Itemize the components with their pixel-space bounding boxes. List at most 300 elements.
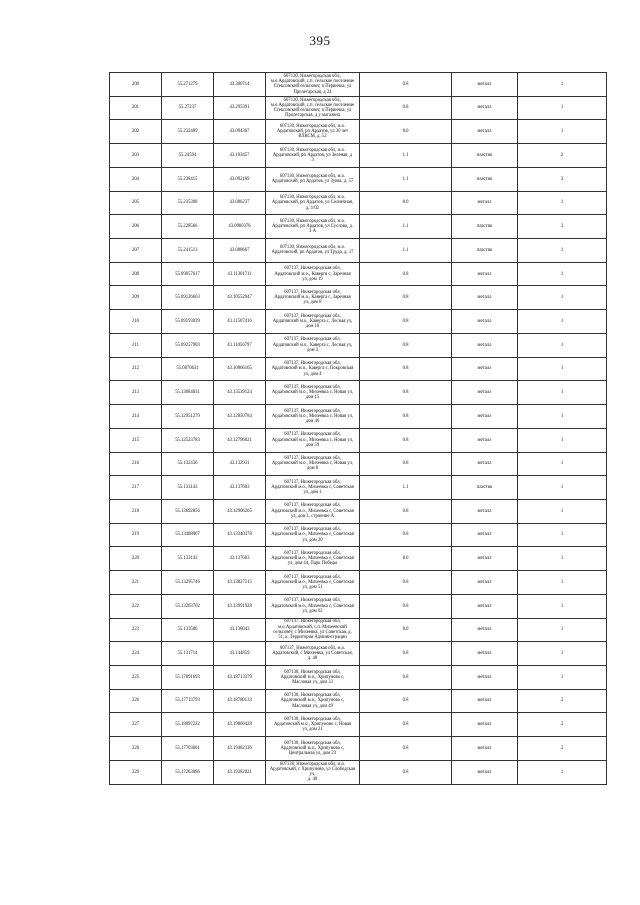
cell-latitude: 55.238415 <box>162 167 214 191</box>
cell-row-number: 203 <box>110 144 162 168</box>
cell-row-number: 225 <box>110 665 162 689</box>
cell-longitude: 43.103457 <box>214 144 266 168</box>
cell-volume: 0.8 <box>360 405 452 429</box>
cell-latitude: 55.133586 <box>162 618 214 642</box>
cell-longitude: 43.11056797 <box>214 333 266 357</box>
cell-count: 1 <box>518 310 607 334</box>
cell-latitude: 55.13263702 <box>162 594 214 618</box>
address-line: 3 <box>311 158 314 164</box>
cell-address <box>266 594 360 618</box>
table-row <box>110 713 607 737</box>
table-row <box>110 428 607 452</box>
cell-longitude: 43.0960376 <box>214 215 266 239</box>
address-line: 607137, Нижегородская обл, м.о. <box>279 645 346 651</box>
table-row <box>110 239 607 263</box>
cell-latitude: 55.17263086 <box>162 760 214 784</box>
address-line: ул, дом 44, Парк Победы <box>287 561 338 567</box>
table-row <box>110 215 607 239</box>
table-row <box>110 96 607 120</box>
address-line: 607130, Нижегородская обл., <box>283 73 342 79</box>
cell-count: 1 <box>518 357 607 381</box>
cell-latitude: 55.24594 <box>162 144 214 168</box>
address-line: 3 А <box>309 229 316 235</box>
address-line: 607137, Нижегородская обл, <box>284 361 341 367</box>
address-line: 607137, Нижегородская обл, <box>284 479 341 485</box>
address-line: ВЛКСМ, д. 52 <box>298 134 327 140</box>
cell-row-number: 213 <box>110 381 162 405</box>
address-line: ул, дом 51 <box>302 585 323 591</box>
cell-longitude: 43.086237 <box>214 191 266 215</box>
cell-count: 1 <box>518 594 607 618</box>
table-row <box>110 167 607 191</box>
cell-material: металл <box>452 286 518 310</box>
cell-material: металл <box>452 618 518 642</box>
address-line: 607138, Нижегородская обл, <box>284 740 341 746</box>
table-row <box>110 144 607 168</box>
cell-volume: 0.8 <box>360 571 452 595</box>
cell-address <box>266 618 360 642</box>
table-row <box>110 689 607 713</box>
cell-volume: 1.1 <box>360 167 452 191</box>
address-line: Масловая ул, дом 33 <box>292 679 333 685</box>
cell-address <box>266 357 360 381</box>
address-line: Ардатовский, рп Ардатов, ул Труда, д. 17 <box>271 250 354 256</box>
cell-count: 1 <box>518 381 607 405</box>
address-line: Ардатовский м.о., Михеевка с, Новая ул, <box>271 413 354 419</box>
address-line: 607138, Нижегородская обл, <box>284 669 341 675</box>
address-line: Ардатовский, рп Ардатов, ул Суслова, д. <box>271 224 354 230</box>
address-line: д. 40 <box>307 777 318 783</box>
table-row <box>110 452 607 476</box>
page-number: 395 <box>309 33 331 48</box>
cell-row-number: 214 <box>110 405 162 429</box>
cell-material: металл <box>452 262 518 286</box>
cell-volume: 0.8 <box>360 523 452 547</box>
address-line: ул, дом 1 <box>303 490 322 496</box>
cell-volume: 0.8 <box>360 286 452 310</box>
cell-count: 1 <box>518 499 607 523</box>
address-line: сельсовет, с Михеевка, ул Советская, д. <box>273 629 352 635</box>
address-line: Масловая ул, дом 49 <box>292 703 333 709</box>
address-line: ул, дом 21 <box>302 727 323 733</box>
cell-latitude: 55.13488007 <box>162 523 214 547</box>
cell-address <box>266 713 360 737</box>
address-line: Ардатовский м.о., Хрипуново с, <box>280 698 345 704</box>
cell-volume: 0.8 <box>360 665 452 689</box>
cell-material: металл <box>452 523 518 547</box>
cell-address <box>266 215 360 239</box>
cell-latitude: 55.133143 <box>162 476 214 500</box>
cell-material: пластик <box>452 215 518 239</box>
cell-count: 1 <box>518 642 607 666</box>
cell-volume: 0.8 <box>360 381 452 405</box>
address-line: Ардатовский м.о., Михеевка с, Советская <box>271 556 354 562</box>
table-row <box>110 286 607 310</box>
address-line: Центральная ул, дом 23 <box>288 751 337 757</box>
cell-address <box>266 689 360 713</box>
cell-longitude: 43.11507416 <box>214 310 266 334</box>
address-line: 607137, Нижегородская обл, <box>284 290 341 296</box>
address-line: Ардатовский м.о., Каверга с, Лесная ул, <box>272 342 353 348</box>
cell-volume: 8.0 <box>360 191 452 215</box>
cell-address <box>266 286 360 310</box>
cell-address <box>266 144 360 168</box>
address-line: Стексовский сельсовет, п Первичка, ул <box>273 84 352 90</box>
cell-address <box>266 476 360 500</box>
cell-count: 2 <box>518 689 607 713</box>
table-row <box>110 571 607 595</box>
address-line: Ардатовский м.о., Михеевка с, Новая ул, <box>271 461 354 467</box>
cell-longitude: 43.10866165 <box>214 357 266 381</box>
cell-longitude: 43.19382021 <box>214 760 266 784</box>
table-row <box>110 499 607 523</box>
cell-longitude: 43.092169 <box>214 167 266 191</box>
cell-longitude: 43.12906265 <box>214 499 266 523</box>
address-line: 607138, Нижегородская обл, <box>284 693 341 699</box>
address-line: Ардатовский м.о., Михеевка с, Советская <box>271 603 354 609</box>
cell-address <box>266 73 360 97</box>
table-row <box>110 73 607 97</box>
cell-row-number: 220 <box>110 547 162 571</box>
cell-longitude: 43.12796021 <box>214 428 266 452</box>
address-line: Ардатовский, с Михеевка, ул Советская, <box>272 651 353 656</box>
cell-address <box>266 499 360 523</box>
cell-longitude: 43.11301711 <box>214 262 266 286</box>
cell-material: металл <box>452 689 518 713</box>
cell-count: 1 <box>518 428 607 452</box>
cell-count: 1 <box>518 760 607 784</box>
cell-row-number: 223 <box>110 618 162 642</box>
cell-material: металл <box>452 713 518 737</box>
cell-row-number: 201 <box>110 96 162 120</box>
address-line: Ардатовский, рп Ардатов, ул 30 лет <box>276 129 349 135</box>
cell-longitude: 43.13991928 <box>214 594 266 618</box>
address-line: Ардатовский м.о., Каверга с, Покровская <box>271 366 354 372</box>
table-row <box>110 476 607 500</box>
cell-latitude: 55.13084031 <box>162 381 214 405</box>
cell-address <box>266 665 360 689</box>
cell-longitude: 43.10552947 <box>214 286 266 310</box>
cell-volume: 0.8 <box>360 642 452 666</box>
cell-latitude: 55.132436 <box>162 452 214 476</box>
cell-address <box>266 760 360 784</box>
cell-material: металл <box>452 381 518 405</box>
cell-row-number: 210 <box>110 310 162 334</box>
cell-latitude: 55.09126663 <box>162 286 214 310</box>
table-row <box>110 737 607 761</box>
cell-volume: 0.8 <box>360 452 452 476</box>
cell-latitude: 55.235308 <box>162 191 214 215</box>
cell-count: 2 <box>518 144 607 168</box>
address-line: 607137, Нижегородская обл, <box>284 456 341 462</box>
address-line: ул, дом 1, строение А <box>291 513 334 519</box>
cell-longitude: 43.094367 <box>214 120 266 144</box>
cell-address <box>266 191 360 215</box>
cell-material: металл <box>452 333 518 357</box>
address-line: 607137, Нижегородская обл, <box>284 598 341 604</box>
cell-volume: 0.8 <box>360 73 452 97</box>
address-line: Ардатовский, с Хрипуново, ул Слободская ул, <box>269 767 356 778</box>
address-line: 607137, Нижегородская обл, <box>284 527 341 533</box>
cell-material: пластик <box>452 239 518 263</box>
cell-count: 1 <box>518 547 607 571</box>
cell-material: пластик <box>452 167 518 191</box>
address-line: м.о.Ардатовский, с.п. Михеевский <box>278 624 347 630</box>
address-line: Ардатовский м.о., Кавергя с, Заречная <box>274 271 351 277</box>
address-line: Ардатовский м.о., Михеевка с, Новая ул, <box>271 390 354 396</box>
cell-row-number: 218 <box>110 499 162 523</box>
address-line: 607137, Нижегородская обл, <box>284 266 341 272</box>
address-line: ул, дом 19 <box>302 276 323 282</box>
cell-latitude: 55.241513 <box>162 239 214 263</box>
cell-longitude: 43.132931 <box>214 452 266 476</box>
cell-latitude: 55.271279 <box>162 73 214 97</box>
cell-volume: 1.1 <box>360 215 452 239</box>
cell-longitude: 43.137603 <box>214 476 266 500</box>
cell-volume: 8.0 <box>360 547 452 571</box>
cell-row-number: 202 <box>110 120 162 144</box>
cell-material: металл <box>452 452 518 476</box>
cell-material: металл <box>452 191 518 215</box>
address-line: дом 18 <box>305 324 320 330</box>
address-line: 607130, Нижегородская обл, м.о. <box>279 218 346 224</box>
cell-address <box>266 523 360 547</box>
cell-row-number: 224 <box>110 642 162 666</box>
cell-row-number: 209 <box>110 286 162 310</box>
cell-row-number: 200 <box>110 73 162 97</box>
cell-row-number: 207 <box>110 239 162 263</box>
cell-row-number: 217 <box>110 476 162 500</box>
address-line: 607137, Нижегородская обл, <box>284 408 341 414</box>
cell-material: металл <box>452 737 518 761</box>
address-line: 607138, Нижегородская обл, м.о. <box>279 761 346 767</box>
cell-count: 1 <box>518 333 607 357</box>
address-line: 607137, Нижегородская обл, <box>284 313 341 319</box>
cell-row-number: 221 <box>110 571 162 595</box>
cell-material: металл <box>452 428 518 452</box>
address-line: Ардатовский, рп Ардатов, ул Зуева, д. 57 <box>271 179 354 185</box>
cell-material: металл <box>452 96 518 120</box>
cell-address <box>266 571 360 595</box>
address-line: Стексовский сельсовет, п Первичка, ул <box>273 108 352 114</box>
cell-row-number: 228 <box>110 737 162 761</box>
address-line: дом 59 <box>305 442 320 448</box>
cell-material: металл <box>452 357 518 381</box>
cell-address <box>266 428 360 452</box>
table-row <box>110 547 607 571</box>
address-line: 607138, Нижегородская обл, <box>284 716 341 722</box>
table-row <box>110 310 607 334</box>
cell-row-number: 216 <box>110 452 162 476</box>
cell-longitude: 43.12850784 <box>214 405 266 429</box>
cell-material: металл <box>452 760 518 784</box>
cell-longitude: 43.138043 <box>214 618 266 642</box>
table-row <box>110 357 607 381</box>
address-line: 51, к. Территория Администрации <box>278 635 347 641</box>
address-line: Ардатовский м.о., Хрипуново с, Новая <box>273 722 352 728</box>
cell-latitude: 55.09193039 <box>162 310 214 334</box>
cell-latitude: 55.09057617 <box>162 262 214 286</box>
cell-address <box>266 381 360 405</box>
cell-address <box>266 120 360 144</box>
table-body <box>110 73 607 785</box>
address-line: 607137, Нижегородская обл, <box>284 550 341 556</box>
cell-volume: 0.8 <box>360 689 452 713</box>
address-line: Ардатовский, рп Ардатов, ул Зеленая, д <box>272 152 353 158</box>
address-line: Ардатовский м.о., Михеевка с, Советская <box>271 484 354 490</box>
cell-volume: 0.8 <box>360 310 452 334</box>
cell-latitude: 55.13692856 <box>162 499 214 523</box>
cell-volume: 0.8 <box>360 428 452 452</box>
cell-row-number: 226 <box>110 689 162 713</box>
cell-address <box>266 310 360 334</box>
cell-count: 1 <box>518 96 607 120</box>
cell-count: 1 <box>518 120 607 144</box>
cell-volume: 8.0 <box>360 120 452 144</box>
cell-volume: 0.8 <box>360 713 452 737</box>
address-line: Ардатовский м.о., Хрипуново с, <box>280 745 345 751</box>
cell-latitude: 55.133143 <box>162 547 214 571</box>
cell-longitude: 43.19482336 <box>214 737 266 761</box>
table-row <box>110 191 607 215</box>
cell-volume: 0.8 <box>360 499 452 523</box>
address-line: 607130, Нижегородская обл, м.о. <box>279 245 346 251</box>
cell-row-number: 229 <box>110 760 162 784</box>
address-line: 607137, Нижегородская обл, <box>284 619 341 625</box>
cell-count: 1 <box>518 452 607 476</box>
cell-address <box>266 642 360 666</box>
cell-material: металл <box>452 73 518 97</box>
cell-count: 1 <box>518 405 607 429</box>
cell-row-number: 215 <box>110 428 162 452</box>
cell-latitude: 55.12951279 <box>162 405 214 429</box>
cell-volume: 0.8 <box>360 737 452 761</box>
address-line: 607137, Нижегородская обл, <box>284 432 341 438</box>
address-line: 607130, Нижегородская обл, м.о. <box>279 195 346 201</box>
cell-address <box>266 239 360 263</box>
cell-count: 1 <box>518 523 607 547</box>
cell-volume: 1.1 <box>360 239 452 263</box>
address-line: 607130, Нижегородская обл., <box>283 97 342 103</box>
cell-material: металл <box>452 665 518 689</box>
table-row <box>110 642 607 666</box>
cell-row-number: 227 <box>110 713 162 737</box>
cell-count: 1 <box>518 571 607 595</box>
address-line: ул, дом 62 <box>302 608 323 614</box>
cell-address <box>266 333 360 357</box>
table-row <box>110 594 607 618</box>
cell-count: 1 <box>518 191 607 215</box>
cell-longitude: 43.13340378 <box>214 523 266 547</box>
cell-latitude: 55.17703661 <box>162 737 214 761</box>
cell-volume: 0.8 <box>360 262 452 286</box>
cell-longitude: 43.19866428 <box>214 713 266 737</box>
cell-address <box>266 262 360 286</box>
cell-material: металл <box>452 547 518 571</box>
cell-address <box>266 405 360 429</box>
table-row <box>110 523 607 547</box>
cell-address <box>266 167 360 191</box>
cell-material: металл <box>452 405 518 429</box>
cell-longitude: 43.295391 <box>214 96 266 120</box>
address-line: ул, дом 4 <box>303 371 322 377</box>
cell-address <box>266 452 360 476</box>
cell-address <box>266 96 360 120</box>
address-line: Ардатовский, рп Ардатов, ул Солнечная, <box>271 200 354 206</box>
cell-volume: 0.8 <box>360 96 452 120</box>
cell-volume: 0.8 <box>360 357 452 381</box>
cell-longitude: 43.137603 <box>214 547 266 571</box>
cell-latitude: 55.0870631 <box>162 357 214 381</box>
cell-latitude: 55.27237 <box>162 96 214 120</box>
address-line: м.о.Ардатовский, с.п. сельское поселение <box>270 79 355 85</box>
cell-latitude: 55.232489 <box>162 120 214 144</box>
cell-longitude: 43.300714 <box>214 73 266 97</box>
cell-row-number: 205 <box>110 191 162 215</box>
address-line: Ардатовский м.о., Каверга с, Лесная ул, <box>272 318 353 324</box>
cell-material: металл <box>452 499 518 523</box>
cell-latitude: 55.13295746 <box>162 571 214 595</box>
address-line: 607137, Нижегородская обл, <box>284 574 341 580</box>
cell-count: 1 <box>518 665 607 689</box>
cell-material: металл <box>452 594 518 618</box>
cell-material: пластик <box>452 476 518 500</box>
cell-volume: 1.1 <box>360 476 452 500</box>
table-row <box>110 760 607 784</box>
address-line: ул, дом 8 <box>303 300 322 306</box>
cell-row-number: 211 <box>110 333 162 357</box>
cell-count: 1 <box>518 73 607 97</box>
address-line: 607130, Нижегородская обл, м.о. <box>279 147 346 153</box>
cell-row-number: 204 <box>110 167 162 191</box>
address-line: Пролетарская, д 24 <box>293 89 332 95</box>
cell-count: 1 <box>518 239 607 263</box>
address-line: Пролетарская, д у магазина <box>285 113 340 119</box>
table-row <box>110 665 607 689</box>
address-line: 607130, Нижегородская обл, м.о. <box>279 174 346 180</box>
address-line: дом 8 <box>306 466 319 472</box>
cell-material: металл <box>452 571 518 595</box>
container-sites-table <box>109 72 607 785</box>
cell-latitude: 55.18097222 <box>162 713 214 737</box>
table-row <box>110 405 607 429</box>
cell-count: 3 <box>518 215 607 239</box>
table-row <box>110 618 607 642</box>
address-line: Ардатовский м.о., Хрипуново с, <box>280 674 345 680</box>
cell-longitude: 43.18713379 <box>214 665 266 689</box>
address-line: дом 3 <box>306 347 319 353</box>
cell-volume: 0.8 <box>360 333 452 357</box>
cell-longitude: 43.18780133 <box>214 689 266 713</box>
cell-row-number: 208 <box>110 262 162 286</box>
cell-longitude: 43.088667 <box>214 239 266 263</box>
cell-latitude: 55.09257903 <box>162 333 214 357</box>
address-line: ул, дом 20 <box>302 537 323 543</box>
cell-row-number: 206 <box>110 215 162 239</box>
cell-longitude: 43.144859 <box>214 642 266 666</box>
address-line: м.о.Ардатовский, с.п. сельское поселение <box>270 102 355 108</box>
table-row <box>110 120 607 144</box>
cell-count: 1 <box>518 262 607 286</box>
cell-row-number: 219 <box>110 523 162 547</box>
cell-row-number: 212 <box>110 357 162 381</box>
cell-longitude: 43.13827515 <box>214 571 266 595</box>
cell-material: пластик <box>452 144 518 168</box>
address-line: Ардатовский м.о., Михеевка с, Новая ул, <box>271 437 354 443</box>
address-line: дом 15 <box>305 395 320 401</box>
cell-count: 2 <box>518 713 607 737</box>
cell-material: металл <box>452 642 518 666</box>
